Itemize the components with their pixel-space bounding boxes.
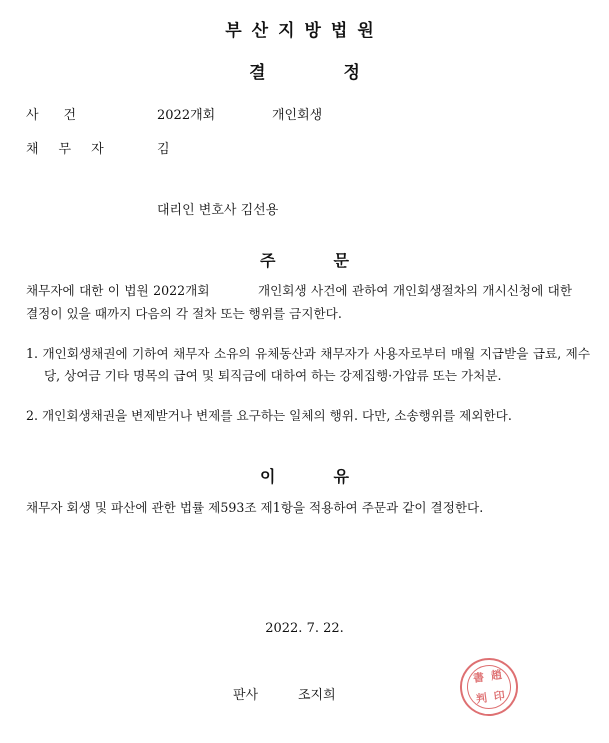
court-name: 부산지방법원 [225,21,384,41]
order-item-2: 2. 개인회생채권을 변제받거나 변제를 요구하는 일체의 행위. 다만, 소송행위를 제외한다. [26,408,512,423]
seal-char: 判 [475,690,488,706]
case-number: 2022개회 [157,108,216,123]
case-label: 사건 [26,108,102,123]
decision-date: 2022. 7. 22. [265,621,344,636]
seal-char: 書 [472,670,485,685]
reason-heading: 이유 [260,467,407,486]
judge-name: 조지희 [298,688,336,703]
seal-char: 印 [492,688,506,703]
order-heading: 주문 [260,251,407,270]
attorney: 대리인 변호사 김선용 [157,203,279,218]
order-item-1: 1. 개인회생채권에 기하여 채무자 소유의 유체동산과 채무자가 사용자로부터 매월 지급받을 급료, 제수당, 상여금 기타 명목의 급여 및 퇴직금에 대하여 하는 강제집행·가압류 또는 가처분. [26,346,590,383]
reason-text: 채무자 회생 및 파산에 관한 법률 제593조 제1항을 적용하여 주문과 같이 결정한다. [26,500,484,515]
debtor-name: 김 [157,142,170,157]
debtor-label: 채무자 [26,142,124,157]
judge-title: 판사 [233,688,259,703]
order-intro: 채무자에 대한 이 법원 2022개회 개인회생 사건에 관하여 개인회생절차의 개시신청에 대한 결정이 있을 때까지 다음의 각 절차 또는 행위를 금지한다. [26,283,577,321]
seal-char: 趙 [490,667,503,683]
judge-seal-stamp [456,654,522,720]
case-name: 개인회생 [272,108,323,123]
document-title: 결정 [249,63,438,83]
seal-inner-ring [464,662,514,712]
